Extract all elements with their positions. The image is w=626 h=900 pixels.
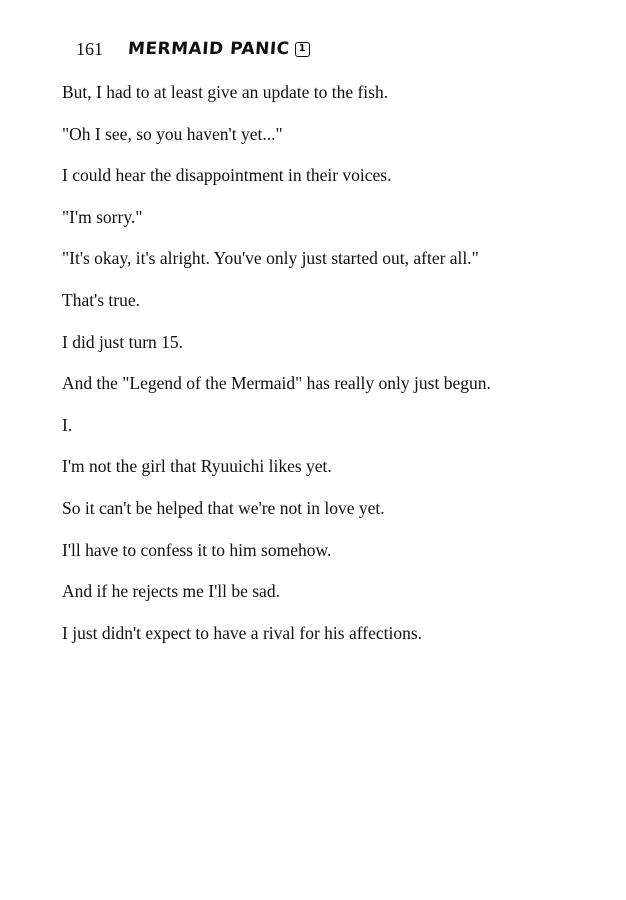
paragraph: "Oh I see, so you haven't yet..." bbox=[62, 123, 283, 144]
paragraph: That's true. bbox=[62, 289, 140, 310]
page-header bbox=[76, 34, 310, 64]
body-text bbox=[62, 79, 602, 661]
paragraph: I just didn't expect to have a rival for his affections. bbox=[62, 622, 423, 643]
paragraph: I did just turn 15. bbox=[62, 331, 184, 352]
paragraph: I'm not the girl that Ryuuichi likes yet. bbox=[62, 456, 332, 477]
paragraph: So it can't be helped that we're not in love yet. bbox=[62, 497, 385, 518]
paragraph: And the "Legend of the Mermaid" has really only just begun. bbox=[62, 373, 491, 394]
paragraph: But, I had to at least give an update to the fish. bbox=[62, 82, 389, 102]
paragraph: "It's okay, it's alright. You've only just started out, after all." bbox=[62, 248, 479, 269]
page-number: 161 bbox=[76, 38, 103, 59]
paragraph: I could hear the disappointment in their voices. bbox=[62, 165, 392, 186]
paragraph: I. bbox=[62, 414, 73, 435]
paragraph: I'll have to confess it to him somehow. bbox=[62, 539, 332, 560]
paragraph: And if he rejects me I'll be sad. bbox=[62, 581, 280, 602]
volume-badge: 1 bbox=[295, 42, 310, 57]
book-title: MERMAID PANIC bbox=[127, 39, 291, 59]
paragraph: "I'm sorry." bbox=[62, 206, 143, 227]
